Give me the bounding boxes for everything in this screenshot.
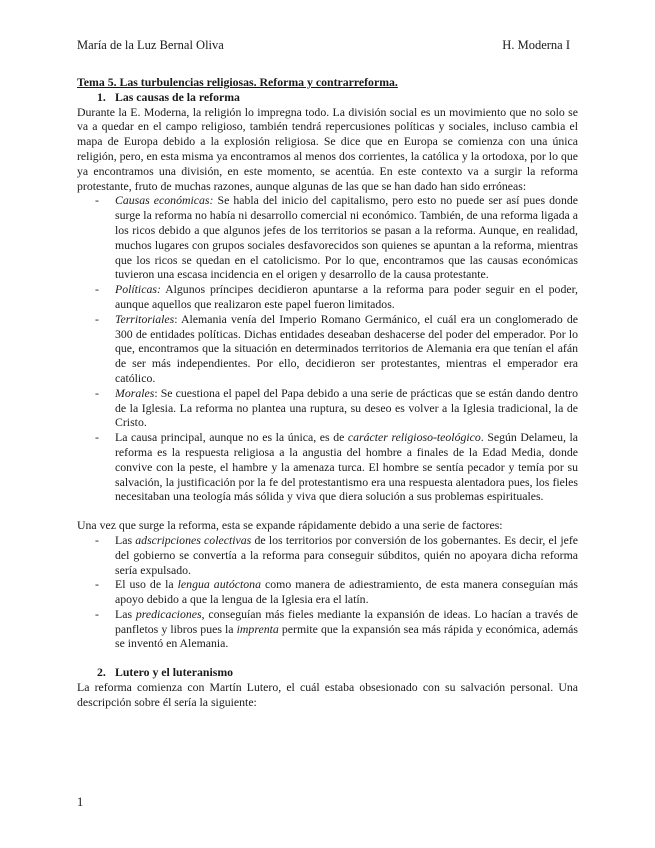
list-item-predicaciones xyxy=(77,607,578,651)
item-label: adscripciones colectivas xyxy=(135,532,252,547)
item-label: Morales xyxy=(115,385,155,400)
list-item-economicas xyxy=(77,193,578,282)
section-heading-1 xyxy=(77,90,578,105)
section-heading-2 xyxy=(77,665,578,680)
item-text: : Se cuestiona el papel del Papa debido a una serie de prácticas que se están dando dentro de la Iglesia. La reforma no plantea una ruptura, su deseo es volver a la Iglesia tradicional, la de Cristo. xyxy=(115,385,578,430)
item-label: lengua autóctona xyxy=(177,577,261,592)
item-prefix: La causa principal, aunque no es la única, es de xyxy=(115,430,348,445)
section-number: 2. xyxy=(97,665,106,680)
header-author: María de la Luz Bernal Oliva xyxy=(77,38,224,52)
list-dash: - xyxy=(95,606,99,621)
list-item-territoriales xyxy=(77,312,578,386)
list-dash: - xyxy=(95,577,99,592)
paragraph-gap xyxy=(77,651,578,665)
item-text: : Alemania venía del Imperio Romano Germánico, el cuál era un conglomerado de 300 de entidades políticas. Dichas entidades deseaban deshacerse del poder del emperador. Por lo que, encontramos que la situación en determinados territorios de Alemania era que tenían el afán de ser más independientes. Por ello, decidieron ser protestantes, mientras el emperador era católico. xyxy=(115,311,578,385)
list-item-politicas xyxy=(77,282,578,312)
item-text: de los territorios por conversión de los gobernantes. Es decir, el jefe del gobierno se convertía a la reforma para conseguir súbditos, quién no apoyara dicha reforma sería expulsado. xyxy=(115,532,578,577)
item-text: como manera de adiestramiento, de esta manera conseguían más apoyo debido a que la lengua de la Iglesia era el latín. xyxy=(115,577,578,607)
item-prefix: El uso de la xyxy=(115,577,178,592)
item-label: Territoriales xyxy=(115,311,175,326)
item-text: Se habla del inicio del capitalismo, pero esto no puede ser así pues donde surge la reforma no había ni desarrollo comercial ni económico. También, de una reforma ligada a los ricos debido a que algunos jefes de los territorios se pasan a la reforma. Aunque, en realidad, muchos lugares con grupos sociales desfavorecidos son quienes se apuntan a la reforma, mientras que los ricos se quedan en el catolicismo. Por lo que, encontramos que las causas económicas tuvieron una escasa incidencia en el origen y desarrollo de la causa protestante. xyxy=(115,193,578,282)
item-label-imprenta: imprenta xyxy=(236,621,279,636)
list-dash: - xyxy=(95,282,99,297)
paragraph-gap xyxy=(77,504,578,518)
item-label: predicaciones xyxy=(135,606,202,621)
list-dash: - xyxy=(95,385,99,400)
list-dash: - xyxy=(95,430,99,445)
factors-list xyxy=(77,533,578,651)
list-dash: - xyxy=(95,193,99,208)
list-item-religiosa xyxy=(77,430,578,504)
page-number: 1 xyxy=(77,795,84,809)
section-number: 1. xyxy=(97,89,106,104)
item-prefix: Las xyxy=(115,606,136,621)
list-item-morales xyxy=(77,386,578,430)
document-body xyxy=(77,75,578,710)
list-dash: - xyxy=(95,311,99,326)
item-label: Políticas: xyxy=(115,282,161,297)
item-label: Causas económicas: xyxy=(115,193,214,208)
list-item-lengua xyxy=(77,577,578,607)
item-text: Algunos príncipes decidieron apuntarse a la reforma para poder seguir en el poder, aunque aquellos que realizaron este papel fueron limitados. xyxy=(115,282,578,311)
lutero-paragraph: La reforma comienza con Martín Lutero, el cuál estaba obsesionado con su salvación personal. Una descripción sobre él sería la siguiente: xyxy=(77,680,578,709)
item-text: , conseguían más fieles mediante la expansión de ideas. Lo hacían a través de panfletos y libros pues la xyxy=(115,606,578,636)
header-course: H. Moderna I xyxy=(502,38,570,52)
document-title: Tema 5. Las turbulencias religiosas. Reforma y contrarreforma. xyxy=(77,75,398,89)
section-title: Las causas de la reforma xyxy=(115,89,240,104)
item-label: carácter religioso-teológico xyxy=(347,430,481,445)
item-prefix: Las xyxy=(115,532,136,547)
causes-list xyxy=(77,193,578,504)
section-title: Lutero y el luteranismo xyxy=(115,665,234,680)
intro-paragraph: Durante la E. Moderna, la religión lo impregna todo. La división social es un movimiento que no solo se va a quedar en el campo religioso, también tendrá repercusiones políticas y sociales, incluso cambia el mapa de Europa debido a la explosión religiosa. Se dice que en Europa se comienza con una única religión, pero, en esta misma ya encontramos al menos dos corrientes, la católica y la ortodoxa, por lo que ya encontramos una división, en este momento, se acentúa. En este contexto va a surgir la reforma protestante, fruto de muchas razones, aunque algunas de las que se han dado han sido erróneas: xyxy=(77,104,578,193)
expansion-intro: Una vez que surge la reforma, esta se expande rápidamente debido a una serie de factores: xyxy=(77,518,503,533)
list-item-adscripciones xyxy=(77,533,578,577)
list-dash: - xyxy=(95,532,99,547)
item-text-end: permite que la expansión sea más rápida y económica, además se inventó en Alemania. xyxy=(115,621,578,651)
item-text: . Según Delameu, la reforma es la respuesta religiosa a la angustia del hombre a finales de la Edad Media, donde convive con la peste, el hambre y la amenaza turca. El hombre se sentía pecador y temía por su salvación, la justificación por la fe del protestantismo era una respuesta alentadora pues, los fieles necesitaban una teología más sólida y viva que diera solución a sus problemas espirituales. xyxy=(115,430,578,504)
